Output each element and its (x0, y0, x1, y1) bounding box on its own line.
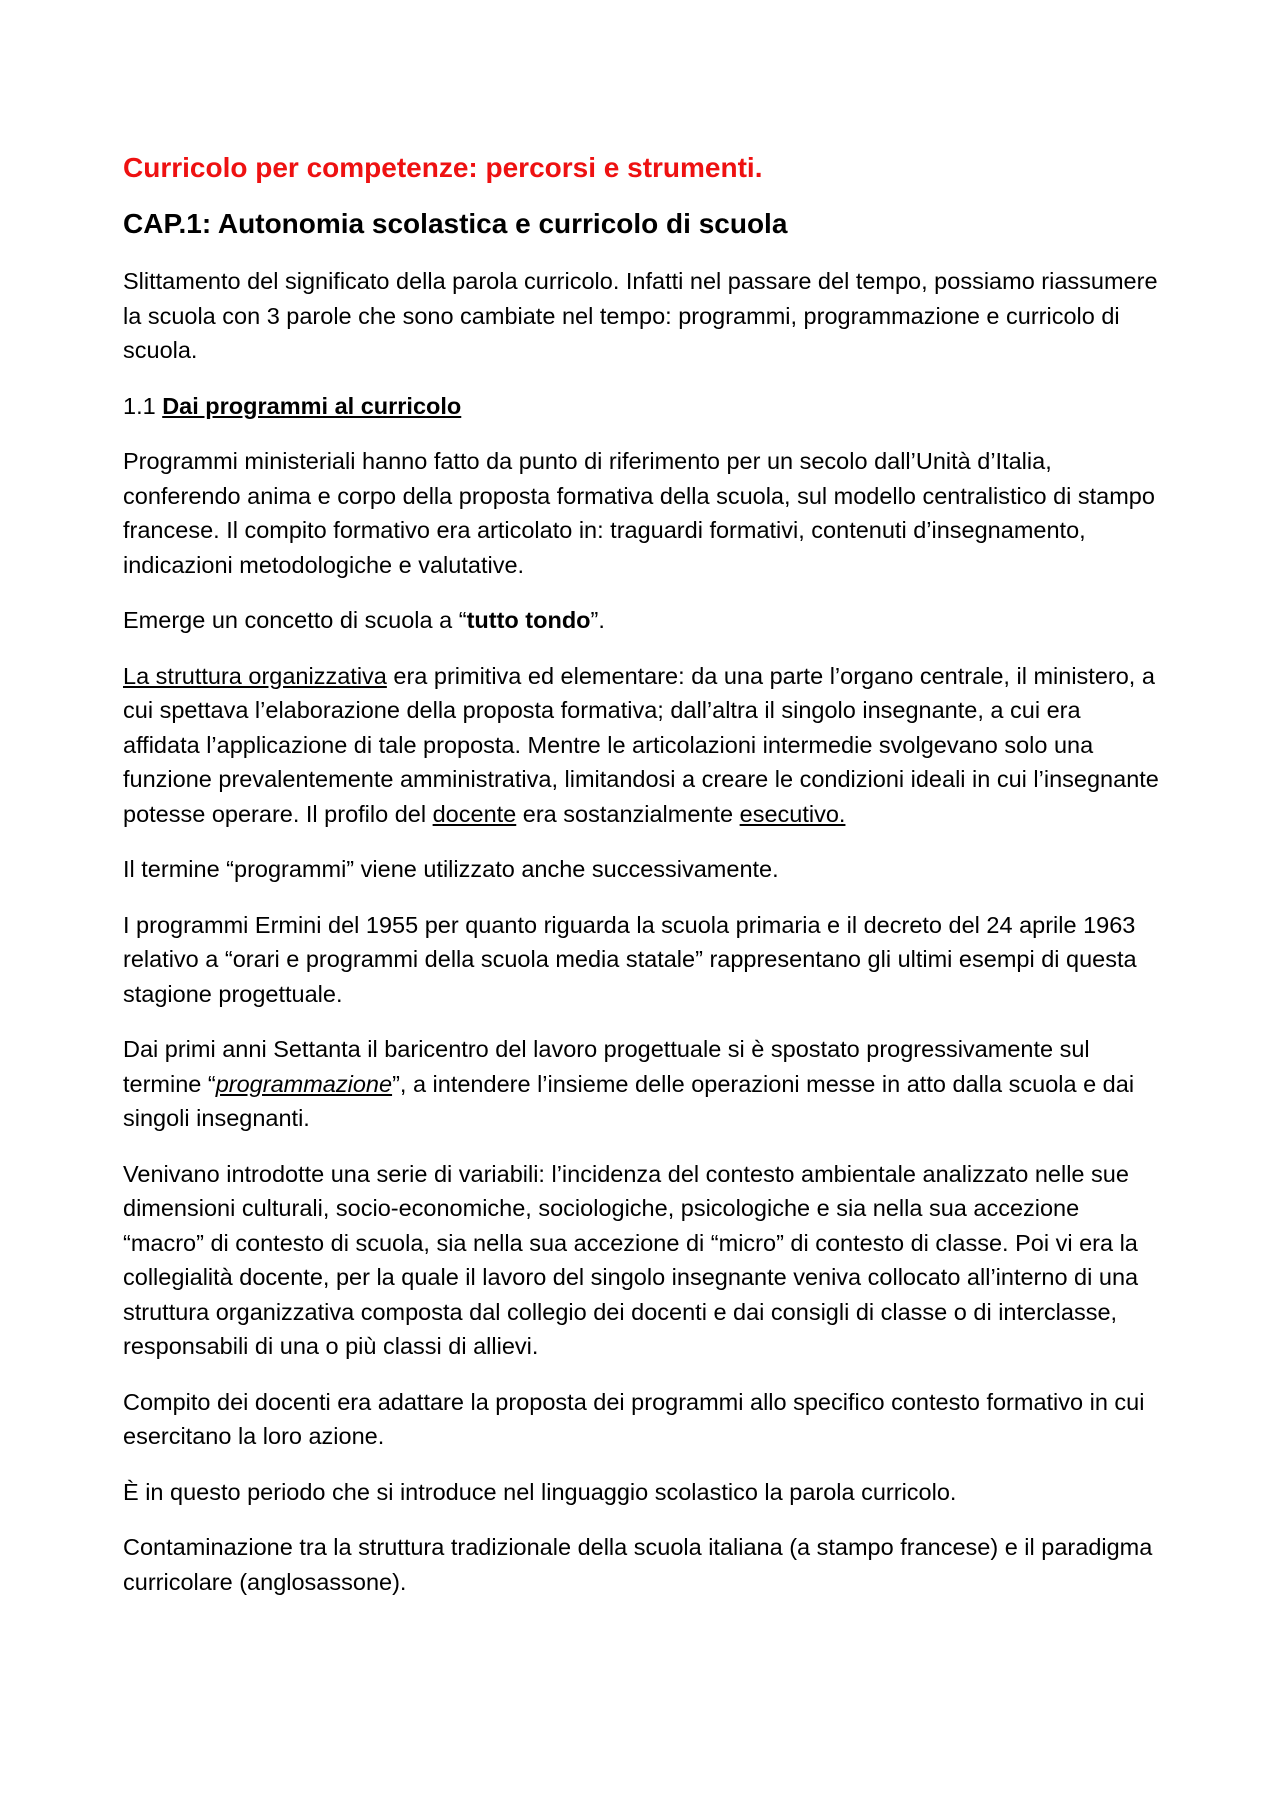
paragraph-parola-curricolo: È in questo periodo che si introduce nel linguaggio scolastico la parola curricolo. (123, 1478, 957, 1505)
underlined-run: La struttura organizzativa (123, 662, 387, 689)
paragraph-variabili: Venivano introdotte una serie di variabili: l’incidenza del contesto ambientale analizzato nelle sue dimensioni culturali, socio-economiche, sociologiche, psicologiche e sia nella sua accezione “macro” di contesto di scuola, sia nella sua accezione di “micro” di contesto di classe. Poi vi era la collegialità docente, per la quale il lavoro del singolo insegnante veniva collocato all’interno di una struttura organizzativa composta dal collegio dei docenti e dai consigli di classe o di interclasse, responsabili di una o più classi di allievi. (123, 1160, 1139, 1359)
underlined-run: esecutivo. (739, 800, 846, 827)
text-run: era sostanzialmente (516, 800, 740, 827)
text-run: ”, a intendere l’insieme delle operazioni messe in atto dalla scuola e dai singoli insegnanti. (123, 1070, 1135, 1131)
section-title: Dai programmi al curricolo (162, 392, 462, 419)
paragraph-programmi-ermini: I programmi Ermini del 1955 per quanto riguarda la scuola primaria e il decreto del 24 aprile 1963 relativo a “orari e programmi della scuola media statale” rappresentano gli ultimi esempi di questa stagione progettuale. (123, 911, 1137, 1007)
section-heading (123, 389, 1163, 424)
italic-underlined-run: programmazione (215, 1070, 393, 1097)
section-number: 1.1 (123, 392, 163, 419)
paragraph-contaminazione: Contaminazione tra la struttura tradizionale della scuola italiana (a stampo francese) e il paradigma curricolare (anglosassone). (123, 1534, 1153, 1595)
paragraph-struttura-organizzativa (123, 659, 1163, 832)
document-title: Curricolo per competenze: percorsi e strumenti. (123, 152, 763, 183)
bold-run: tutto tondo (466, 607, 591, 633)
text-run: Dai primi anni Settanta il baricentro del lavoro progettuale si è spostato progressivamente sul termine “ (123, 1036, 1090, 1097)
text-run: era primitiva ed elementare: da una parte l’organo centrale, il ministero, a cui spettava l’elaborazione della proposta formativa; dall’altra il singolo insegnante, a cui era affidata l’applicazione di tale proposta. Mentre le articolazioni intermedie svolgevano solo una funzione prevalentemente amministrativa, limitandosi a creare le condizioni ideali in cui l’insegnante potesse operare. Il profilo del (123, 662, 1159, 827)
chapter-title: CAP.1: Autonomia scolastica e curricolo di scuola (123, 208, 788, 239)
paragraph-programmi-ministeriali: Programmi ministeriali hanno fatto da punto di riferimento per un secolo dall’Unità d’Italia, conferendo anima e corpo della proposta formativa della scuola, sul modello centralistico di stampo francese. Il compito formativo era articolato in: traguardi formativi, contenuti d’insegnamento, indicazioni metodologiche e valutative. (123, 448, 1155, 578)
paragraph-compito-docenti: Compito dei docenti era adattare la proposta dei programmi allo specifico contesto formativo in cui esercitano la loro azione. (123, 1388, 1145, 1449)
paragraph-termine-programmi: Il termine “programmi” viene utilizzato anche successivamente. (123, 856, 779, 882)
intro-paragraph: Slittamento del significato della parola curricolo. Infatti nel passare del tempo, possiamo riassumere la scuola con 3 parole che sono cambiate nel tempo: programmi, programmazione e curricolo di scuola. (123, 268, 1158, 363)
document-page (123, 150, 1163, 1620)
text-run: ”. (590, 607, 605, 633)
underlined-run: docente (432, 800, 517, 827)
text-run: Emerge un concetto di scuola a “ (123, 607, 467, 633)
paragraph-programmazione (123, 1032, 1163, 1136)
paragraph-tutto-tondo (123, 603, 1163, 638)
